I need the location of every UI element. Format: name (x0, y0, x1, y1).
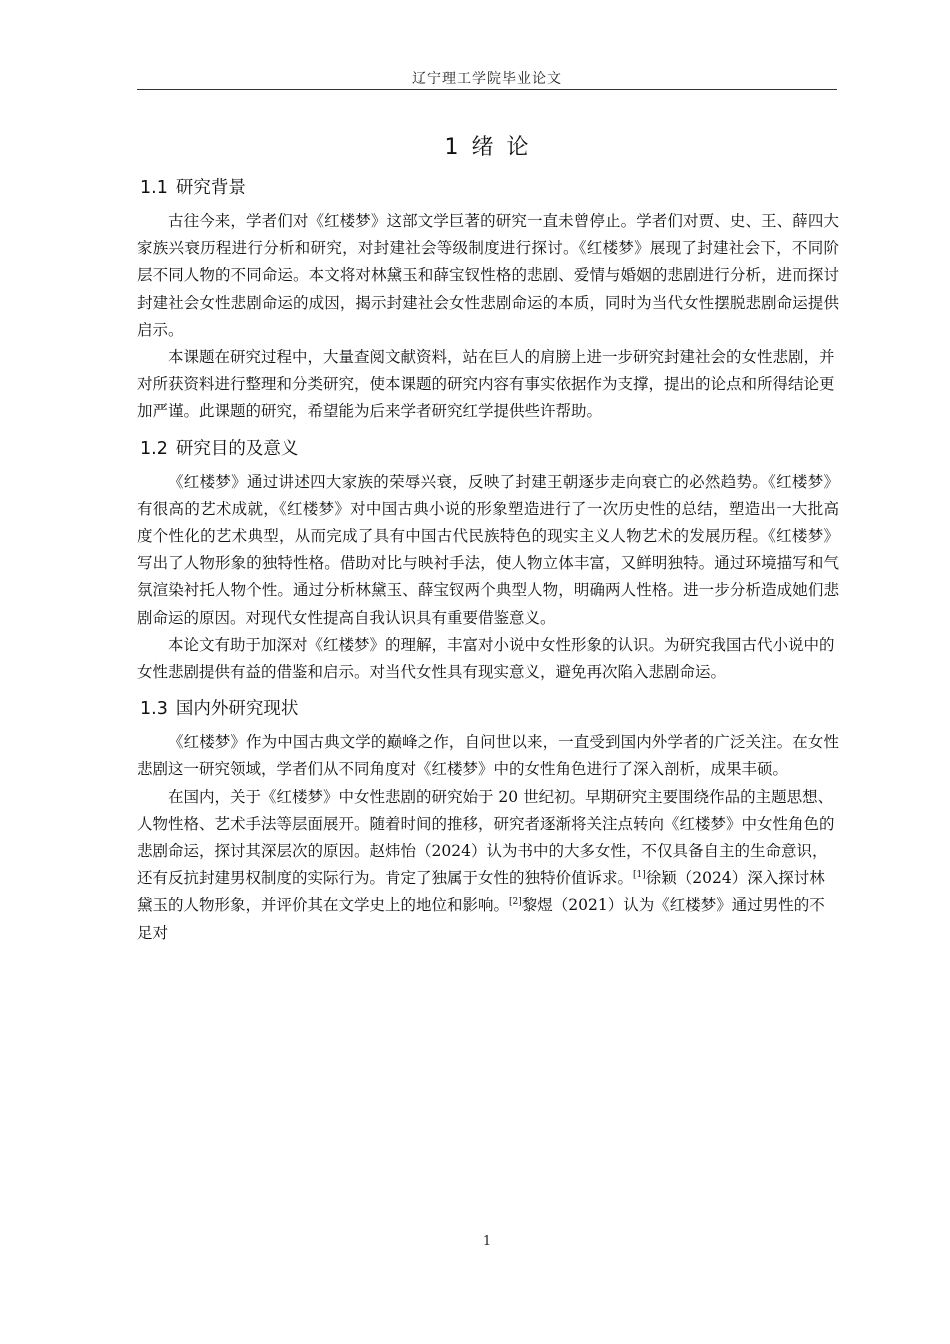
paragraph-text: 黎煜（2021）认为《红楼梦》通过男性的不足对 (137, 896, 825, 942)
body-paragraph: 古往今来，学者们对《红楼梦》这部文学巨著的研究一直未曾停止。学者们对贾、史、王、薛四大家族兴衰历程进行分析和研究，对封建社会等级制度进行探讨。《红楼梦》展现了封建社会下，不同阶层不同人物的不同命运。本文将对林黛玉和薛宝钗性格的悲剧、爱情与婚姻的悲剧进行分析，进而探讨封建社会女性悲剧命运的成因，揭示封建社会女性悲剧命运的本质，同时为当代女性摆脱悲剧命运提供启示。 (137, 212, 839, 339)
page-content (137, 120, 839, 947)
body-paragraph: 本课题在研究过程中，大量查阅文献资料，站在巨人的肩膀上进一步研究封建社会的女性悲剧，并对所获资料进行整理和分类研究，使本课题的研究内容有事实依据作为支撑，提出的论点和所得结论更加严谨。此课题的研究，希望能为后来学者研究红学提供些许帮助。 (137, 348, 835, 421)
citation-marker[interactable]: [2] (509, 897, 522, 908)
chapter-title: 1 绪 论 (444, 135, 532, 160)
section-title-text: 研究背景 (175, 178, 246, 198)
page-number: 1 (482, 1234, 492, 1249)
header-rule (137, 89, 837, 90)
body-paragraph: 本论文有助于加深对《红楼梦》的理解，丰富对小说中女性形象的认识。为研究我国古代小说中的女性悲剧提供有益的借鉴和启示。对当代女性具有现实意义，避免再次陷入悲剧命运。 (137, 635, 835, 682)
section-title-text: 国内外研究现状 (175, 699, 299, 720)
body-paragraph: 《红楼梦》作为中国古典文学的巅峰之作，自问世以来，一直受到国内外学者的广泛关注。在女性悲剧这一研究领域，学者们从不同角度对《红楼梦》中的女性角色进行了深入剖析，成果丰硕。 (137, 733, 839, 779)
page-header: 辽宁理工学院毕业论文 (412, 71, 562, 87)
citation-marker[interactable]: [1] (633, 870, 646, 881)
paragraph-text: 徐颖（2024）深入探讨林黛玉的人物形象，并评价其在文学史上的地位和影响。 (137, 869, 825, 915)
section-heading-1-1 (137, 168, 839, 208)
section-heading-1-2 (137, 429, 839, 469)
body-paragraph: 《红楼梦》通过讲述四大家族的荣辱兴衰，反映了封建王朝逐步走向衰亡的必然趋势。《红楼梦》有很高的艺术成就，《红楼梦》对中国古典小说的形象塑造进行了一次历史性的总结，塑造出一大批高度个性化的艺术典型，从而完成了具有中国古代民族特色的现实主义人物艺术的发展历程。《红楼梦》写出了人物形象的独特性格。借助对比与映衬手法，使人物立体丰富，又鲜明独特。通过环境描写和气氛渲染衬托人物个性。通过分析林黛玉、薛宝钗两个典型人物，明确两人性格。进一步分析造成她们悲剧命运的原因。对现代女性提高自我认识具有重要借鉴意义。 (137, 472, 839, 627)
section-number: 1.3 (140, 699, 168, 720)
section-number: 1.2 (140, 438, 168, 459)
body-paragraph-with-citations (137, 784, 839, 947)
section-number: 1.1 (140, 178, 168, 198)
section-title-text: 研究目的及意义 (175, 438, 299, 459)
paragraph-text: 在国内，关于《红楼梦》中女性悲剧的研究始于 20 世纪初。早期研究主要围绕作品的主题思想、人物性格、艺术手法等层面展开。随着时间的推移，研究者逐渐将关注点转向《红楼梦》中女性角色的悲剧命运，探讨其深层次的原因。赵炜怡（2024）认为书中的大多女性，不仅具备自主的生命意识，还有反抗封建男权制度的实际行为。肯定了独属于女性的独特价值诉求。 (137, 787, 835, 888)
section-heading-1-3 (137, 689, 839, 729)
